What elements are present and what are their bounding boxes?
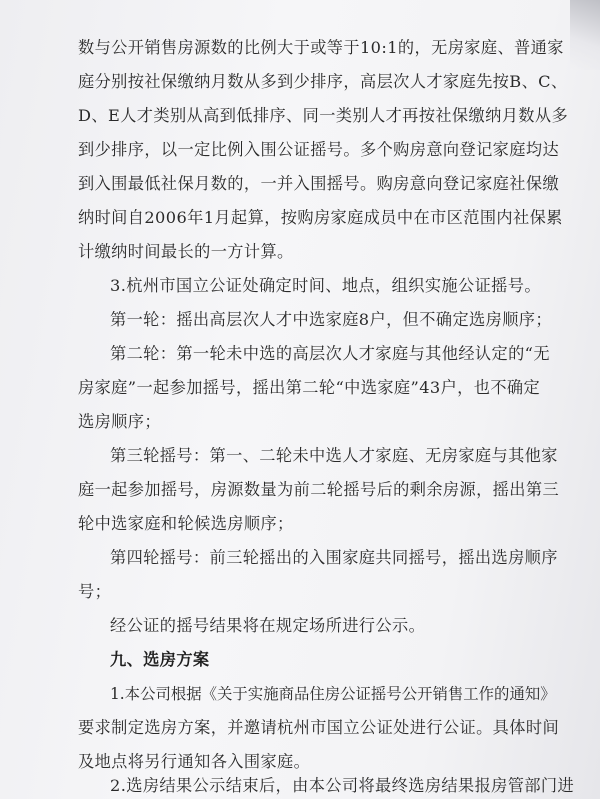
text-line: 2.选房结果公示结束后，由本公司将最终选房结果报房管部门进 <box>110 776 575 795</box>
text-line: 第四轮摇号：前三轮摇出的入围家庭共同摇号，摇出选房顺序 <box>110 548 558 567</box>
text-line: 到少排序，以一定比例入围公证摇号。多个购房意向登记家庭均达 <box>78 140 560 159</box>
text-line: 庭一起参加摇号，房源数量为前二轮摇号后的剩余房源，摇出第三 <box>78 480 560 499</box>
text-line: 纳时间自2006年1月起算，按购房家庭成员中在市区范围内社保累 <box>78 208 563 227</box>
text-line: 计缴纳时间最长的一方计算。 <box>78 242 294 261</box>
text-line: 第三轮摇号：第一、二轮未中选人才家庭、无房家庭与其他家 <box>110 446 558 465</box>
text-line: 号； <box>78 582 112 601</box>
text-line: 到入围最低社保月数的，一并入围摇号。购房意向登记家庭社保缴 <box>78 174 560 193</box>
text-line: 庭分别按社保缴纳月数从多到少排序，高层次人才家庭先按B、C、 <box>78 72 568 91</box>
text-line: D、E人才类别从高到低排序、同一类别人才再按社保缴纳月数从多 <box>78 106 569 125</box>
text-line: 选房顺序； <box>78 412 161 431</box>
text-line: 及地点将另行通知各入围家庭。 <box>78 752 311 771</box>
text-line: 3.杭州市国立公证处确定时间、地点，组织实施公证摇号。 <box>110 276 541 295</box>
text-line: 第二轮：第一轮未中选的高层次人才家庭与其他经认定的“无 <box>110 344 550 363</box>
text-line: 数与公开销售房源数的比例大于或等于10:1的，无房家庭、普通家 <box>78 38 564 57</box>
text-line: 轮中选家庭和轮候选房顺序； <box>78 514 294 533</box>
text-line: 房家庭”一起参加摇号，摇出第二轮“中选家庭”43户，也不确定 <box>78 378 541 397</box>
text-line: 1.本公司根据《关于实施商品住房公证摇号公开销售工作的通知》 <box>110 685 556 703</box>
text-line: 经公证的摇号结果将在规定场所进行公示。 <box>110 616 426 635</box>
text-line: 第一轮：摇出高层次人才中选家庭8户，但不确定选房顺序； <box>110 310 552 329</box>
text-line: 要求制定选房方案，并邀请杭州市国立公证处进行公证。具体时间 <box>78 718 560 737</box>
section-heading: 九、选房方案 <box>110 650 210 669</box>
